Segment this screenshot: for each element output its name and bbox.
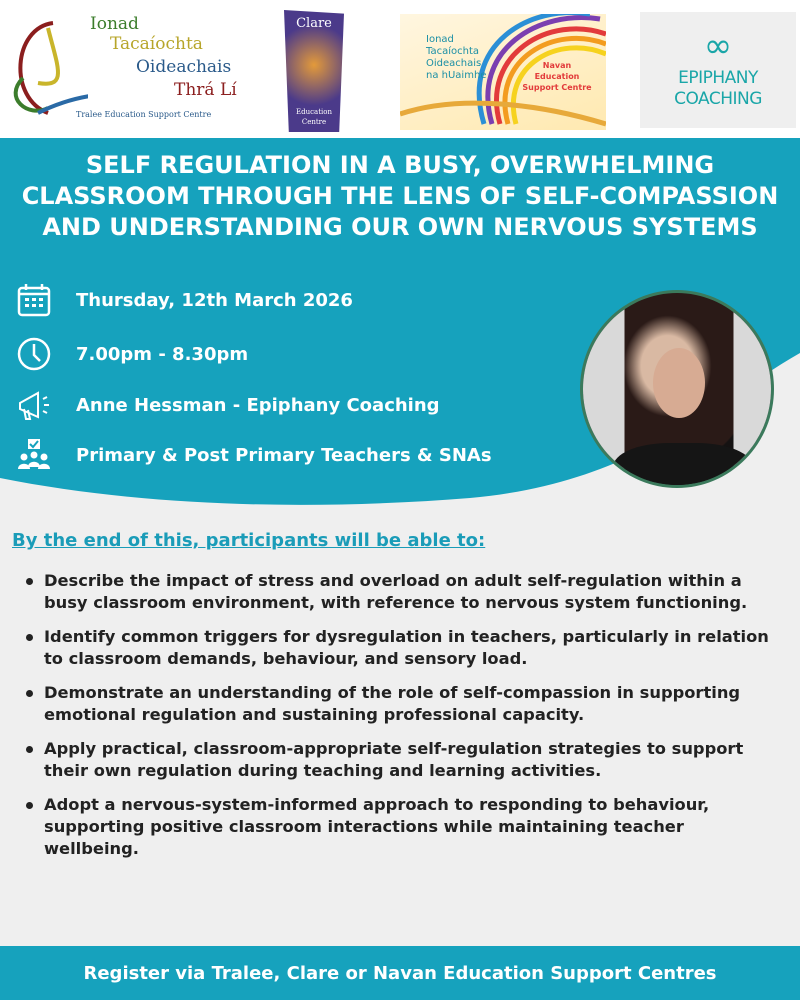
logo-subtitle: Tralee Education Support Centre (76, 110, 212, 119)
logo-text: Tacaíochta (110, 34, 203, 54)
list-item: Demonstrate an understanding of the role of self-compassion in supporting emotional regulation and sustaining professional capacity. (24, 682, 784, 726)
list-item: Adopt a nervous-system-informed approach to responding to behaviour, supporting positive classroom interactions while maintaining teacher wellbeing. (24, 794, 784, 860)
logo-text: EPIPHANY COACHING (674, 68, 762, 109)
outcomes-heading: By the end of this, participants will be able to: (12, 530, 486, 551)
event-time (16, 336, 248, 372)
event-date (16, 282, 353, 318)
outcomes-list (24, 570, 784, 872)
list-item: Apply practical, classroom-appropriate self-regulation strategies to support their own regulation during teaching and learning activities. (24, 738, 784, 782)
speaker-photo (580, 290, 774, 488)
logo-text: Education (296, 108, 332, 116)
logo-text: Centre (301, 118, 327, 126)
navan-english-text: Navan Education Support Centre (522, 61, 592, 92)
event-speaker (16, 387, 440, 423)
clare-logo (268, 10, 360, 134)
tralee-logo (8, 12, 240, 128)
audience-text: Primary & Post Primary Teachers & SNAs (76, 444, 492, 466)
navan-logo (400, 14, 606, 130)
logo-bar (0, 0, 800, 140)
clock-icon (16, 336, 52, 372)
register-text: Register via Tralee, Clare or Navan Education Support Centres (83, 962, 717, 984)
navan-irish-text: Ionad Tacaíochta Oideachais na hUaimhe (426, 34, 487, 81)
epiphany-logo (640, 12, 796, 128)
time-text: 7.00pm - 8.30pm (76, 343, 249, 365)
logo-text: Ionad (90, 14, 139, 34)
audience-icon (16, 437, 52, 473)
logo-text: Clare (296, 16, 332, 31)
logo-text: Thrá Lí (174, 80, 237, 100)
event-audience (16, 437, 492, 473)
list-item: Describe the impact of stress and overload on adult self-regulation within a busy classroom environment, with reference to nervous system functioning. (24, 570, 784, 614)
speaker-text: Anne Hessman - Epiphany Coaching (76, 394, 440, 416)
infinity-icon: ∞ (703, 26, 733, 66)
list-item: Identify common triggers for dysregulation in teachers, particularly in relation to classroom demands, behaviour, and sensory load. (24, 626, 784, 670)
calendar-icon (16, 282, 52, 318)
megaphone-icon (16, 387, 52, 423)
tralee-swirl-icon (8, 18, 88, 118)
logo-text: Oideachais (136, 57, 232, 77)
register-footer (0, 946, 800, 1000)
date-text: Thursday, 12th March 2026 (76, 289, 353, 311)
event-title: SELF REGULATION IN A BUSY, OVERWHELMING CLASSROOM THROUGH THE LENS OF SELF-COMPASSION AND UNDERSTANDING OUR OWN NERVOUS SYSTEMS (21, 151, 779, 241)
